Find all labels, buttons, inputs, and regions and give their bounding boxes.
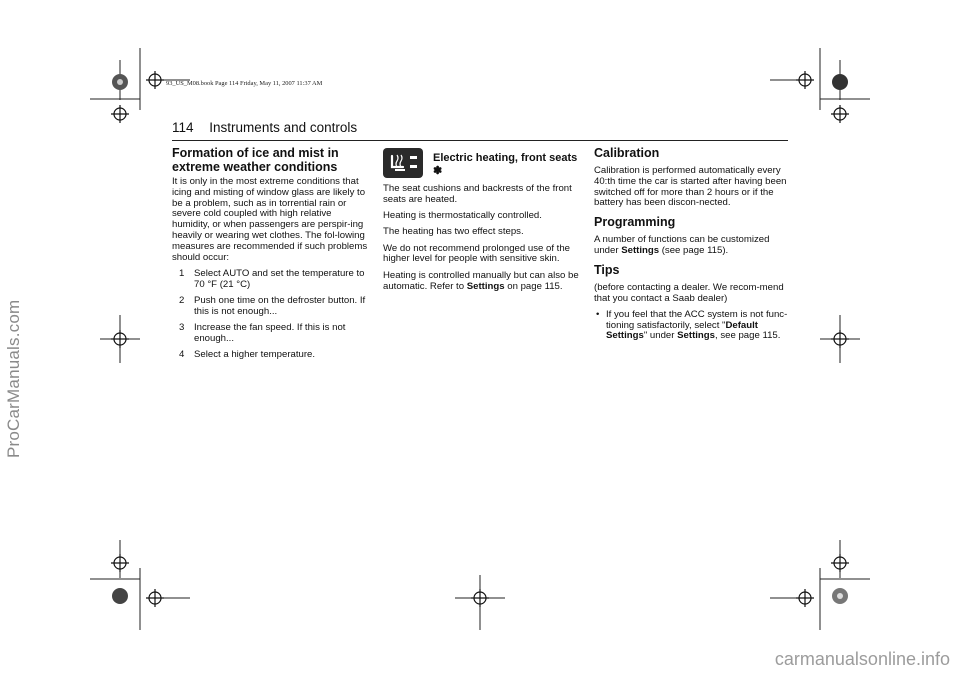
heading-tips: Tips bbox=[594, 262, 620, 277]
list-item: 2 Push one time on the defroster button. If this is not enough... bbox=[179, 294, 366, 317]
heading-programming: Programming bbox=[594, 215, 676, 230]
book-info-line: 93_US_M08.book Page 114 Friday, May 11, 2007 11:37 AM bbox=[166, 80, 323, 87]
seat-heating-p1: The seat cushions and backrests of the front seats are heated. bbox=[383, 183, 572, 205]
ice-mist-intro: It is only in the most extreme conditions that icing and misting of window glass are likely to be a problem, such as in torrential rain or severe cold coupled with high relative humidity, or when passengers are perspir-ing heavily or wearing wet clothes. The fol-lowing measures are recommended if such problems should occur: bbox=[172, 176, 368, 263]
column-ice-mist bbox=[172, 146, 368, 366]
page-header bbox=[172, 120, 357, 135]
heading-ice-mist: Formation of ice and mist in extreme weather conditions bbox=[172, 146, 339, 174]
list-item: • If you feel that the ACC system is not func-tioning satisfactorily, select "Default Settings" under Settings, see page 115. bbox=[596, 308, 788, 342]
header-rule bbox=[172, 140, 788, 141]
list-item: 1 Select AUTO and set the temperature to 70 °F (21 °C) bbox=[179, 267, 365, 290]
footer-watermark: carmanualsonline.info bbox=[774, 649, 950, 669]
snowflake-icon: ✽ bbox=[433, 165, 443, 177]
calibration-text: Calibration is performed automatically every 40:th time the car is started after having been switched off for more than 2 hours or if the battery has been discon-nected. bbox=[594, 165, 787, 209]
ice-mist-steps bbox=[172, 269, 368, 361]
seat-heating-p5: Heating is controlled manually but can also be automatic. Refer to Settings on page 115. bbox=[383, 269, 579, 292]
column-acc bbox=[594, 146, 790, 342]
list-item: 3 Increase the fan speed. If this is not enough... bbox=[179, 322, 346, 344]
column-seat-heating bbox=[383, 184, 579, 298]
seat-heating-icon bbox=[383, 148, 423, 178]
tips-list bbox=[594, 310, 790, 342]
heading-seat-heating: Electric heating, front seats bbox=[433, 152, 578, 164]
seat-heating-heading-block bbox=[433, 152, 583, 178]
list-item: 4 Select a higher temperature. bbox=[179, 349, 316, 361]
seat-heating-p4: We do not recommend prolonged use of the higher level for people with sensitive skin. bbox=[383, 242, 571, 265]
side-watermark: ProCarManuals.com bbox=[4, 299, 23, 458]
settings-link: Settings bbox=[466, 280, 505, 292]
page-number: 114 bbox=[172, 120, 194, 135]
seat-heating-p2: Heating is thermostatically controlled. bbox=[383, 210, 542, 222]
heading-calibration: Calibration bbox=[594, 146, 660, 160]
section-title: Instruments and controls bbox=[209, 120, 358, 135]
tips-text: (before contacting a dealer. We recom-mend that you contact a Saab dealer) bbox=[594, 281, 784, 304]
seat-heating-p3: The heating has two effect steps. bbox=[383, 226, 524, 238]
programming-text: A number of functions can be customized under Settings (see page 115). bbox=[594, 234, 770, 256]
